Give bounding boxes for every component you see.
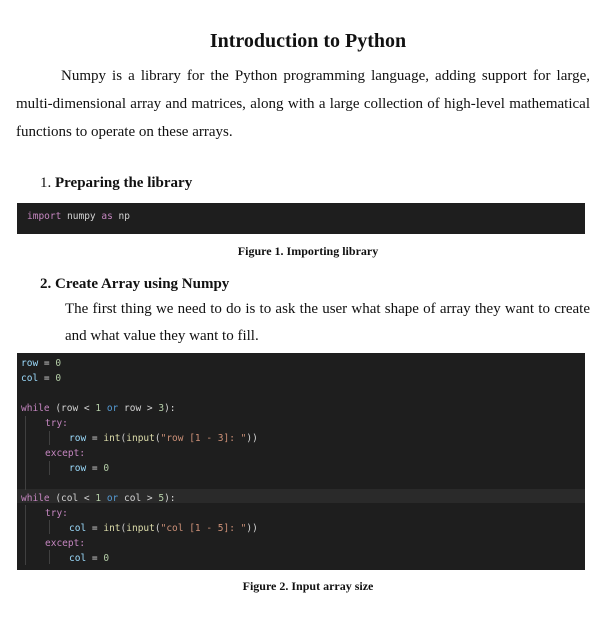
code-operator: = (86, 553, 104, 564)
code-line (21, 491, 585, 506)
intro-paragraph: Numpy is a library for the Python programming language, adding support for large, multi-dimensional array and matrices, along with a large collection of high-level mathematical functions to operate on these arrays. (16, 68, 590, 140)
code-string: "col [1 - 5]: " (160, 523, 247, 534)
code-text: ): (164, 493, 176, 504)
code-variable: col (21, 373, 39, 384)
code-operator: = (38, 358, 56, 369)
code-line (21, 551, 585, 566)
code-operator: = (86, 433, 104, 444)
code-number: 1 (95, 493, 102, 504)
code-number: 0 (103, 553, 110, 564)
code-variable: row (21, 358, 39, 369)
code-keyword: or (101, 403, 124, 414)
code-line-blank (21, 386, 585, 401)
code-line (21, 461, 585, 476)
document-title: Introduction to Python (209, 30, 407, 52)
section-2-heading (40, 276, 229, 293)
code-text: (col < (49, 493, 96, 504)
section-1-heading (40, 175, 192, 192)
code-text: )) (246, 433, 258, 444)
code-line (21, 416, 585, 431)
code-operator: = (38, 373, 56, 384)
code-number: 0 (103, 463, 110, 474)
code-block-import (17, 203, 585, 234)
section-2-number: 2. (40, 276, 52, 292)
section-2-paragraph: The first thing we need to do is to ask the user what shape of array they want to create and what value they want to fill. (65, 301, 590, 344)
code-keyword: while (21, 493, 50, 504)
code-function: input (126, 433, 155, 444)
code-text: ( (154, 433, 161, 444)
code-text: numpy (61, 211, 102, 222)
code-text: ): (164, 403, 176, 414)
code-line (21, 536, 585, 551)
code-line (27, 209, 585, 224)
code-text: row > (124, 403, 159, 414)
code-operator: = (86, 463, 104, 474)
code-keyword: or (101, 493, 124, 504)
code-variable: row (69, 463, 87, 474)
code-line (21, 401, 585, 416)
section-1-number: 1. (40, 175, 52, 191)
code-text: (row < (49, 403, 96, 414)
code-line-blank (21, 476, 585, 491)
figure-1-caption: Figure 1. Importing library (237, 244, 379, 258)
code-text: ( (154, 523, 161, 534)
code-variable: row (69, 433, 87, 444)
code-variable: col (69, 523, 87, 534)
code-operator: = (86, 523, 104, 534)
code-string: "row [1 - 3]: " (160, 433, 247, 444)
code-text: ( (120, 433, 127, 444)
code-line (21, 356, 585, 371)
code-line (21, 431, 585, 446)
code-number: 1 (95, 403, 102, 414)
code-number: 5 (158, 493, 165, 504)
section-1-title: Preparing the library (55, 175, 193, 191)
code-keyword: except: (45, 448, 86, 459)
code-keyword: as (101, 211, 113, 222)
code-line (21, 446, 585, 461)
code-function: int (103, 433, 121, 444)
section-2-title: Create Array using Numpy (55, 276, 230, 292)
code-keyword: while (21, 403, 50, 414)
code-function: int (103, 523, 121, 534)
code-keyword: except: (45, 538, 86, 549)
code-keyword: try: (45, 508, 68, 519)
code-variable: col (69, 553, 87, 564)
code-number: 0 (55, 373, 62, 384)
code-keyword: try: (45, 418, 68, 429)
code-block-input-size (17, 353, 585, 570)
code-text: np (112, 211, 130, 222)
code-function: input (126, 523, 155, 534)
code-number: 0 (55, 358, 62, 369)
code-line (21, 506, 585, 521)
code-text: ( (120, 523, 127, 534)
code-line (21, 371, 585, 386)
code-line (21, 521, 585, 536)
code-keyword: import (27, 211, 62, 222)
code-text: )) (246, 523, 258, 534)
code-text: col > (124, 493, 159, 504)
code-number: 3 (158, 403, 165, 414)
figure-2-caption: Figure 2. Input array size (242, 579, 374, 593)
